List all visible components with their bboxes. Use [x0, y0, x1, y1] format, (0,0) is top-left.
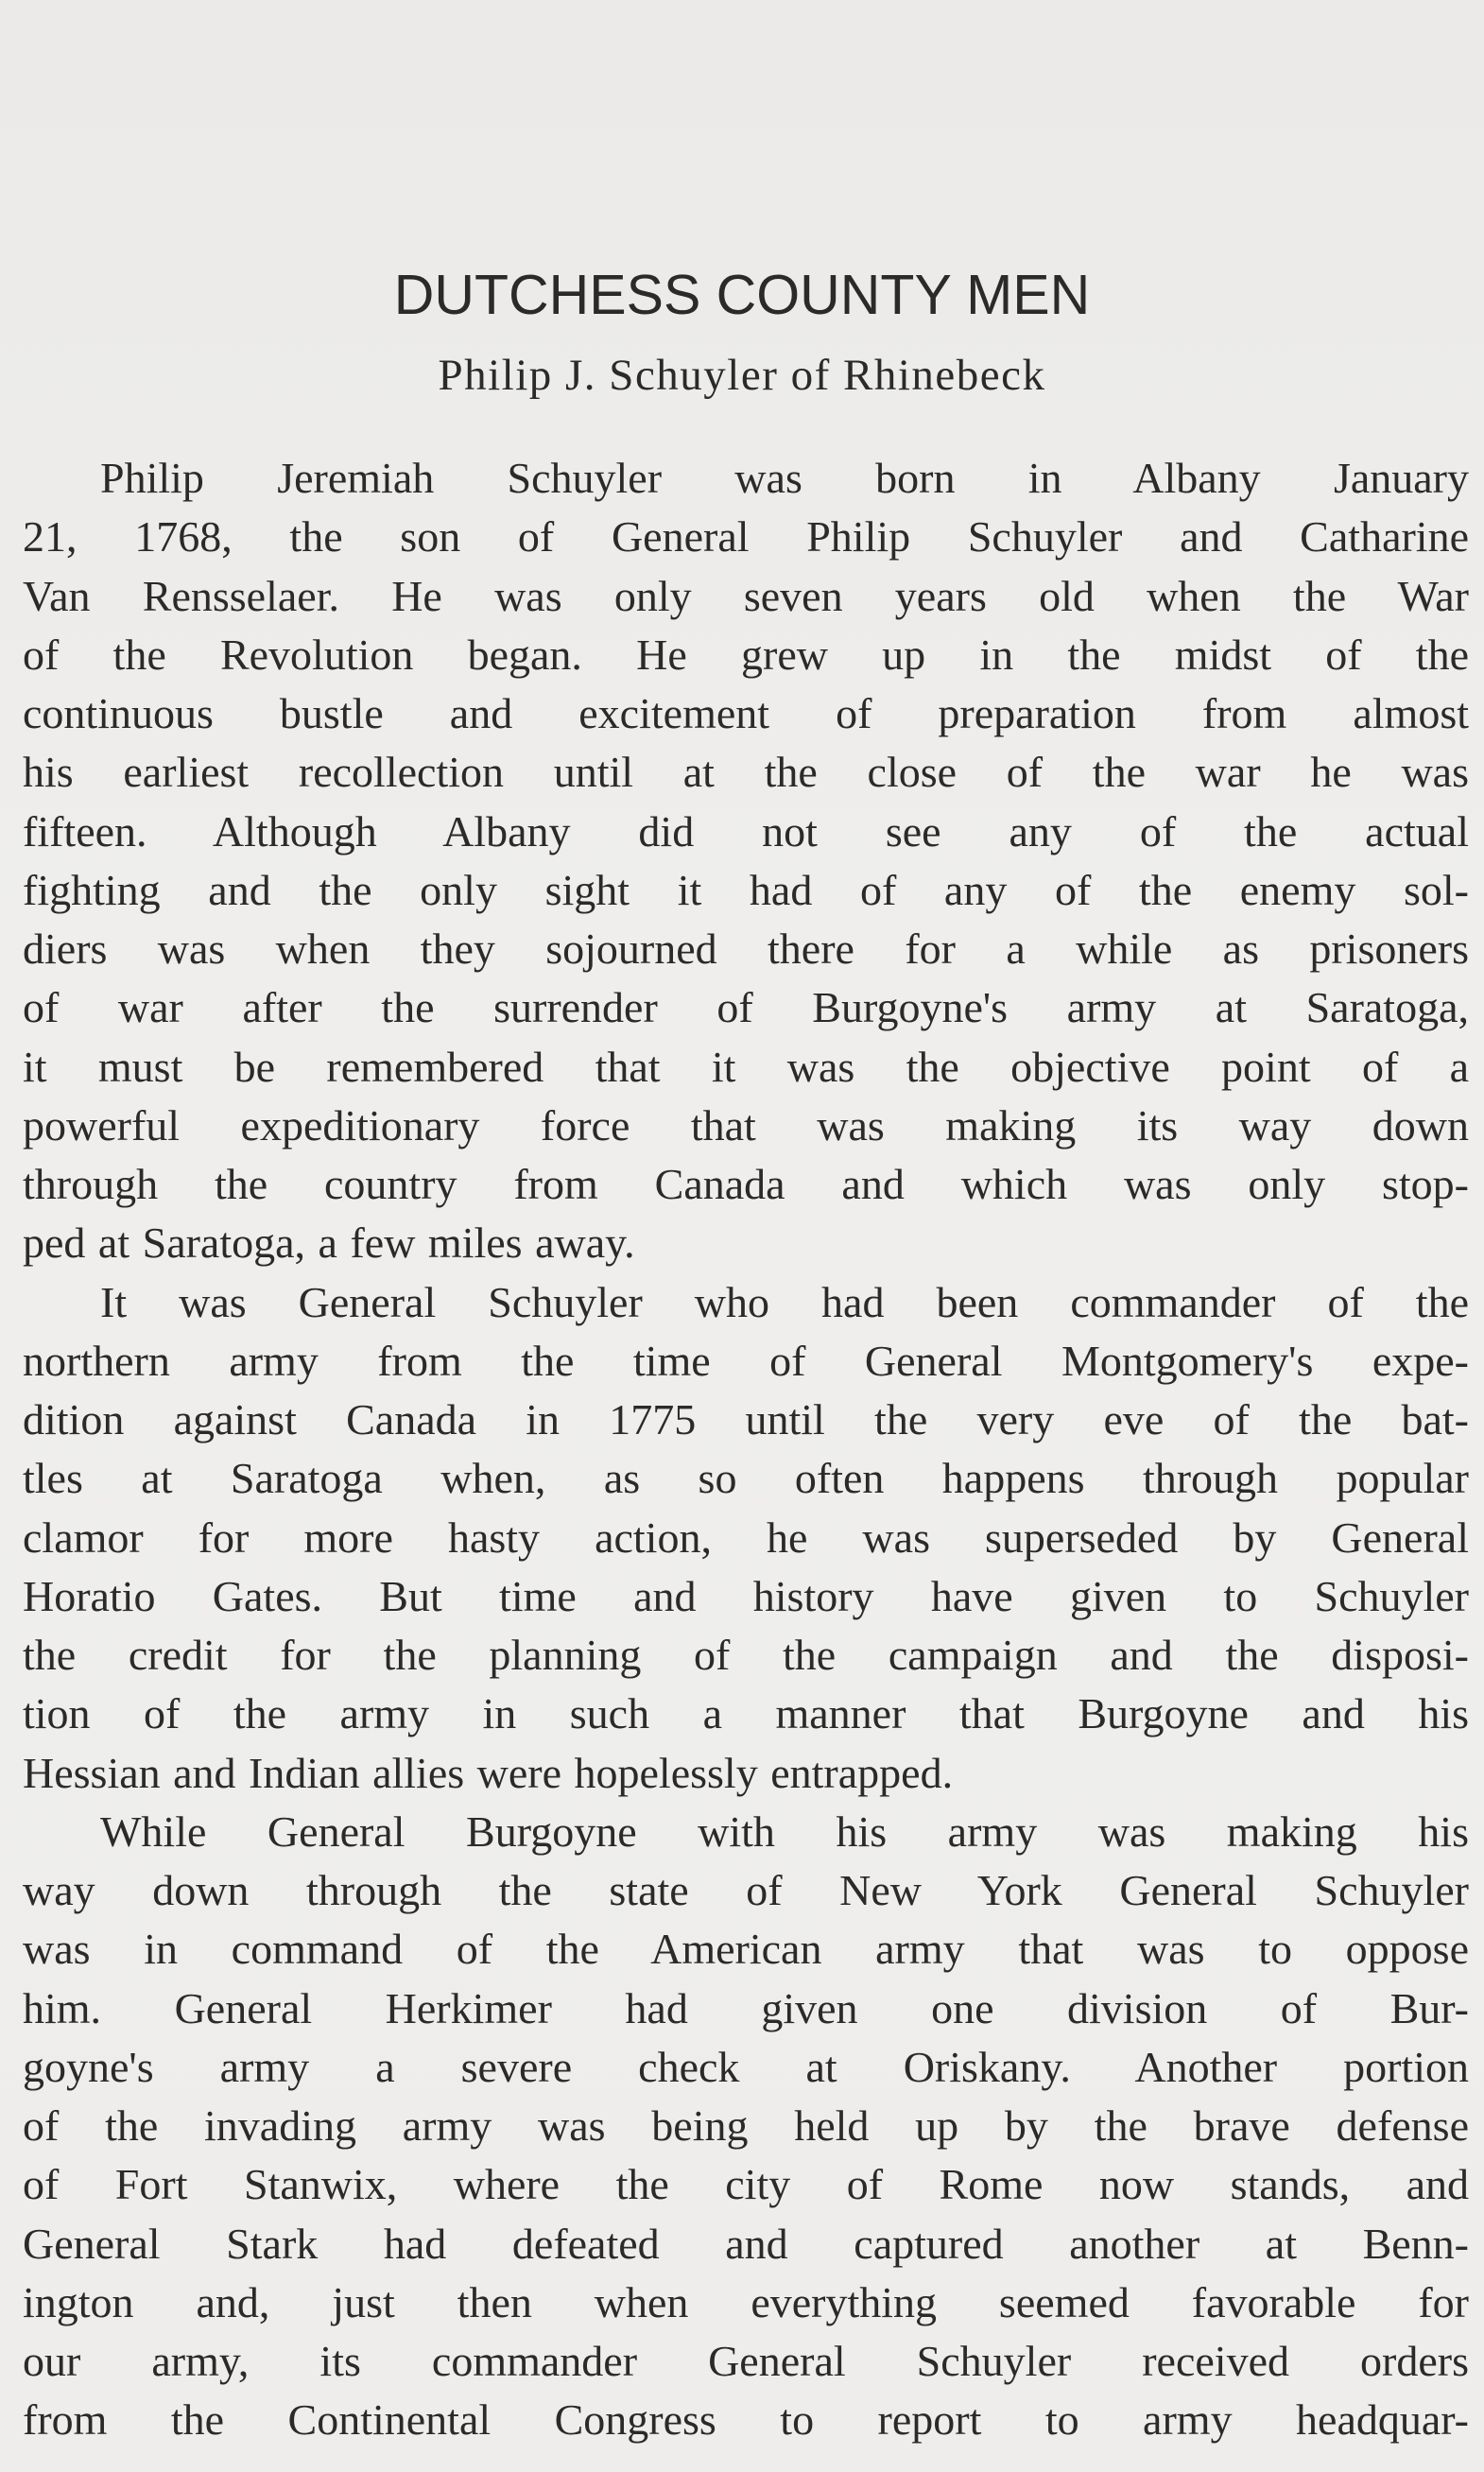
- text-line: northern army from the time of General Montgomery's expe-: [23, 1336, 1469, 1385]
- text-line: goyne's army a severe check at Oriskany. Another portion: [23, 2042, 1469, 2091]
- page-subtitle: Philip J. Schuyler of Rhinebeck: [438, 351, 1046, 400]
- text-line: It was General Schuyler who had been commander of the: [100, 1277, 1469, 1326]
- text-line: of Fort Stanwix, where the city of Rome now stands, and: [23, 2160, 1469, 2209]
- text-line: 21, 1768, the son of General Philip Schuyler and Catharine: [23, 512, 1469, 562]
- text-line: tles at Saratoga when, as so often happens through popular: [23, 1454, 1469, 1503]
- text-line: was in command of the American army that was to oppose: [23, 1925, 1469, 1974]
- text-line: Horatio Gates. But time and history have given to Schuyler: [23, 1571, 1469, 1620]
- text-line: his earliest recollection until at the close of the war he was: [23, 748, 1469, 797]
- text-line: diers was when they sojourned there for a while as prisoners: [23, 925, 1469, 973]
- text-line: Hessian and Indian allies were hopelessly entrapped.: [23, 1748, 954, 1797]
- text-line: of the Revolution began. He grew up in the midst of the: [23, 630, 1469, 679]
- text-line: it must be remembered that it was the objective point of a: [23, 1042, 1469, 1091]
- text-line: of war after the surrender of Burgoyne's army at Saratoga,: [23, 983, 1469, 1032]
- text-line: our army, its commander General Schuyler received orders: [23, 2337, 1469, 2385]
- page-title: DUTCHESS COUNTY MEN: [393, 264, 1091, 326]
- text-line: powerful expeditionary force that was making its way down: [23, 1100, 1469, 1150]
- text-line: Van Rensselaer. He was only seven years old when the War: [23, 571, 1469, 620]
- text-line: through the country from Canada and which was only stop-: [23, 1160, 1469, 1208]
- text-line: Philip Jeremiah Schuyler was born in Albany January: [100, 454, 1469, 502]
- text-line: of the invading army was being held up by the brave defense: [23, 2101, 1469, 2150]
- text-line: way down through the state of New York General Schuyler: [23, 1866, 1469, 1914]
- text-line: the credit for the planning of the campaign and the disposi-: [23, 1631, 1469, 1679]
- text-line: General Stark had defeated and captured another at Benn-: [23, 2219, 1469, 2268]
- text-line: tion of the army in such a manner that Burgoyne and his: [23, 1689, 1469, 1738]
- text-line: from the Continental Congress to report to army headquar-: [23, 2395, 1469, 2445]
- article-body: [23, 449, 1469, 2450]
- text-line: While General Burgoyne with his army was making his: [100, 1806, 1469, 1856]
- text-line: dition against Canada in 1775 until the very eve of the bat-: [23, 1395, 1469, 1443]
- text-line: ington and, just then when everything seemed favorable for: [23, 2277, 1469, 2326]
- text-line: him. General Herkimer had given one division of Bur-: [23, 1983, 1469, 2032]
- text-line: clamor for more hasty action, he was superseded by General: [23, 1513, 1469, 1562]
- text-line: fighting and the only sight it had of any of the enemy sol-: [23, 865, 1469, 914]
- text-line: ped at Saratoga, a few miles away.: [23, 1219, 635, 1268]
- text-line: fifteen. Although Albany did not see any of the actual: [23, 806, 1469, 856]
- text-line: continuous bustle and excitement of preparation from almost: [23, 689, 1469, 737]
